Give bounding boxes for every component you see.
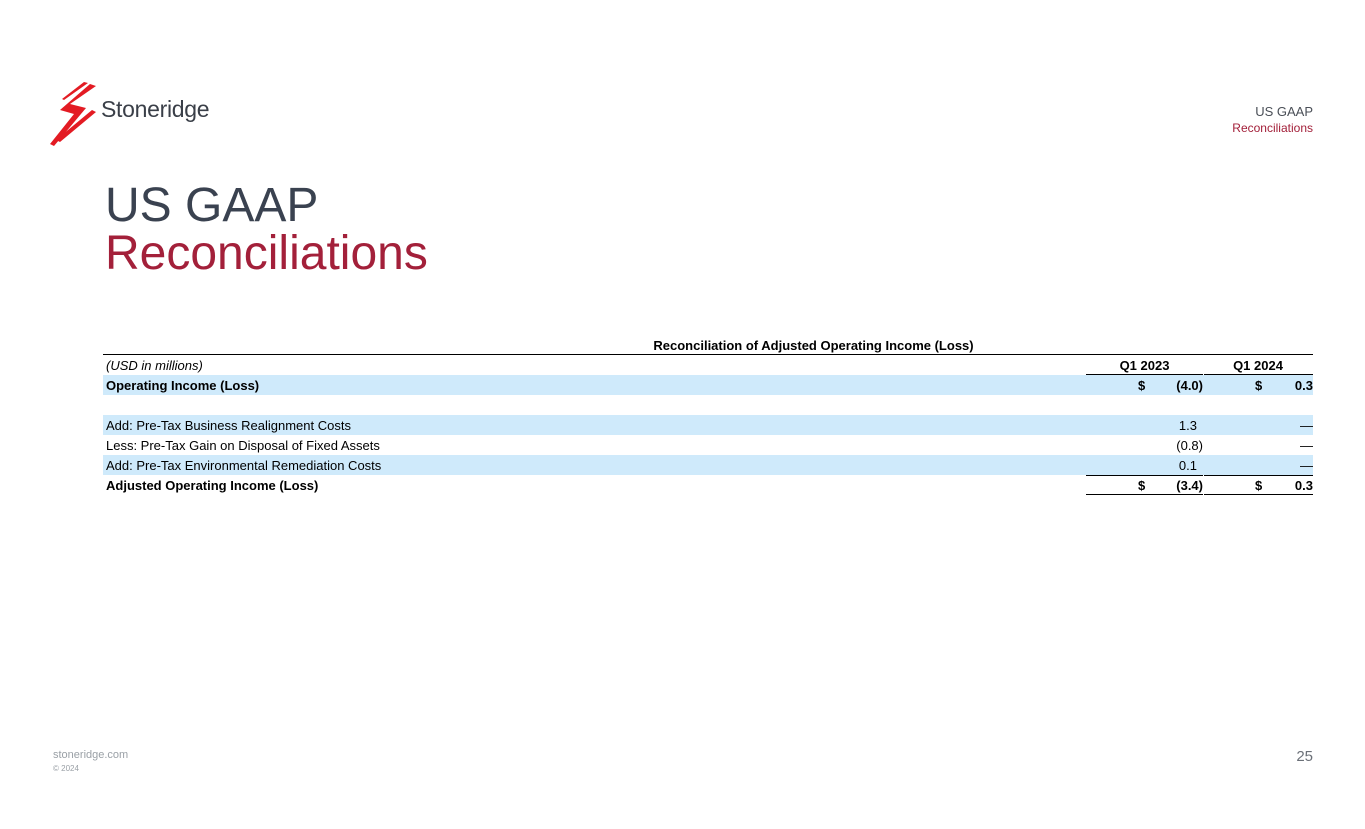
value-q1-2024: 0.3 (1294, 378, 1313, 393)
footer-copyright: © 2024 (53, 764, 79, 773)
units-label: (USD in millions) (106, 358, 203, 373)
value-q1-2023: (4.0) (1176, 378, 1203, 393)
row-label: Add: Pre-Tax Business Realignment Costs (106, 418, 351, 433)
value-q1-2024: — (1300, 418, 1313, 433)
footer-website-link[interactable]: stoneridge.com (53, 749, 129, 761)
row-label: Adjusted Operating Income (Loss) (106, 478, 319, 493)
value-q1-2023: (3.4) (1176, 478, 1203, 493)
value-q1-2024: — (1300, 438, 1313, 453)
page-title-line2: Reconciliations (105, 227, 428, 280)
reconciliation-table (103, 337, 1313, 495)
value-q1-2024: — (1300, 458, 1313, 473)
table-title: Reconciliation of Adjusted Operating Income (Loss) (653, 338, 974, 353)
currency-symbol: $ (1138, 478, 1146, 493)
page-title-line1: US GAAP (105, 179, 319, 232)
column-header-q1-2024: Q1 2024 (1233, 358, 1283, 373)
value-q1-2023: (0.8) (1176, 438, 1203, 453)
table-row (103, 455, 1313, 475)
value-q1-2023: 0.1 (1178, 458, 1197, 473)
logo-wordmark: Stoneridge (101, 96, 210, 122)
page-title (105, 179, 428, 280)
table-row (103, 415, 1313, 435)
column-header-q1-2023: Q1 2023 (1119, 358, 1170, 373)
table-total-row (103, 475, 1313, 495)
page-number: 25 (1296, 748, 1313, 765)
currency-symbol: $ (1255, 478, 1263, 493)
spacer-row (103, 395, 1313, 415)
row-label: Operating Income (Loss) (106, 378, 260, 393)
currency-symbol: $ (1138, 378, 1146, 393)
section-tag-line2: Reconciliations (1232, 121, 1313, 135)
row-label: Less: Pre-Tax Gain on Disposal of Fixed Assets (106, 438, 380, 453)
value-q1-2023: 1.3 (1178, 418, 1197, 433)
table-header-row (103, 354, 1313, 375)
value-q1-2024: 0.3 (1294, 478, 1313, 493)
section-tag (1232, 104, 1313, 136)
row-label: Add: Pre-Tax Environmental Remediation Costs (106, 458, 382, 473)
table-row (103, 375, 1313, 395)
currency-symbol: $ (1255, 378, 1263, 393)
stoneridge-logo[interactable] (50, 80, 210, 150)
section-tag-line1: US GAAP (1255, 104, 1313, 119)
table-row (103, 435, 1313, 455)
